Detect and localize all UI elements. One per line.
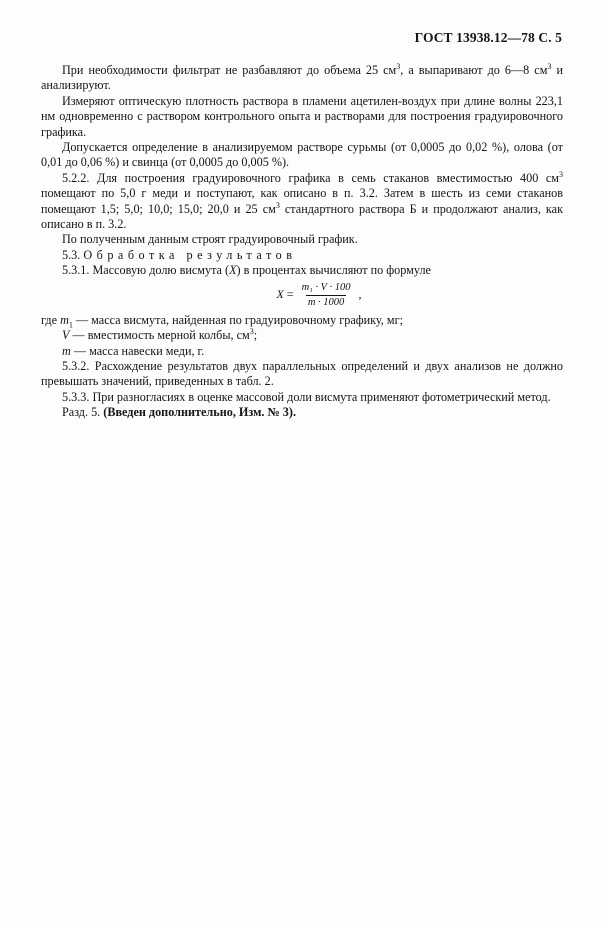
paragraph-graph: По полученным данным строят градуировочный график. <box>62 232 358 247</box>
document-body <box>41 63 563 421</box>
legend-m: m — масса навески меди, г. <box>62 343 205 358</box>
paragraph-5-3-2: 5.3.2. Расхождение результатов двух параллельных определений и двух анализов не должно превышать значений, приведенных в табл. 2. <box>41 358 563 389</box>
formula-bismuth <box>75 282 563 309</box>
paragraph-section-note: Разд. 5. (Введен дополнительно, Изм. № 3). <box>62 405 297 420</box>
formula-fraction <box>300 282 353 309</box>
paragraph-5-3-3: 5.3.3. При разногласиях в оценке массовой доли висмута применяют фотометрический метод. <box>62 389 551 404</box>
paragraph-filtrate: При необходимости фильтрат не разбавляют до объема 25 $см^3$, а выпаривают до 6—8 $см^3$ и анализируют. <box>41 61 563 93</box>
paragraph-5-2-2: 5.2.2. Для построения градуировочного графика в семь стаканов вместимостью 400 $см^3$ помещают по 5,0 г меди и поступают, как описано в п. 3.2. Затем в шесть из семи стаканов помещают 1,5; 5,0; 10,0; 15,0; 20,0 и 25 $см^3$ стандартного раствора Б и продолжают анализ, как описано в п. 3.2. <box>41 169 563 232</box>
section-heading-5-3: 5.3. Обработка результатов <box>62 247 297 262</box>
page-header: ГОСТ 13938.12—78 С. 5 <box>414 30 562 45</box>
section-title: Обработка результатов <box>83 247 297 262</box>
formula-lhs: X <box>276 287 284 302</box>
formula-comma: , <box>355 287 362 302</box>
legend-v: V — вместимость мерной колбы, $см^3$; <box>62 327 258 343</box>
formula-denominator: m · 1000 <box>307 296 345 308</box>
formula-numerator: m₁ · V · 100 <box>301 281 351 293</box>
paragraph-5-3-1: 5.3.1. Массовую долю висмута (X) в процентах вычисляют по формуле <box>62 263 431 278</box>
paragraph-permitted: Допускается определение в анализируемом растворе сурьмы (от 0,0005 до 0,02 %), олова (от 0,01 до 0,06 %) и свинца (от 0,0005 до 0,005 %). <box>41 140 563 170</box>
legend-m1: где $m_1$ — масса висмута, найденная по градуировочному графику, мг; <box>41 312 403 330</box>
paragraph-measure: Измеряют оптическую плотность раствора в пламени ацетилен-воздух при длине волны 223,1 нм одновременно с раствором контрольного опыта и растворами для построения градуировочного графика. <box>41 93 563 139</box>
formula-equals: = <box>283 287 297 302</box>
